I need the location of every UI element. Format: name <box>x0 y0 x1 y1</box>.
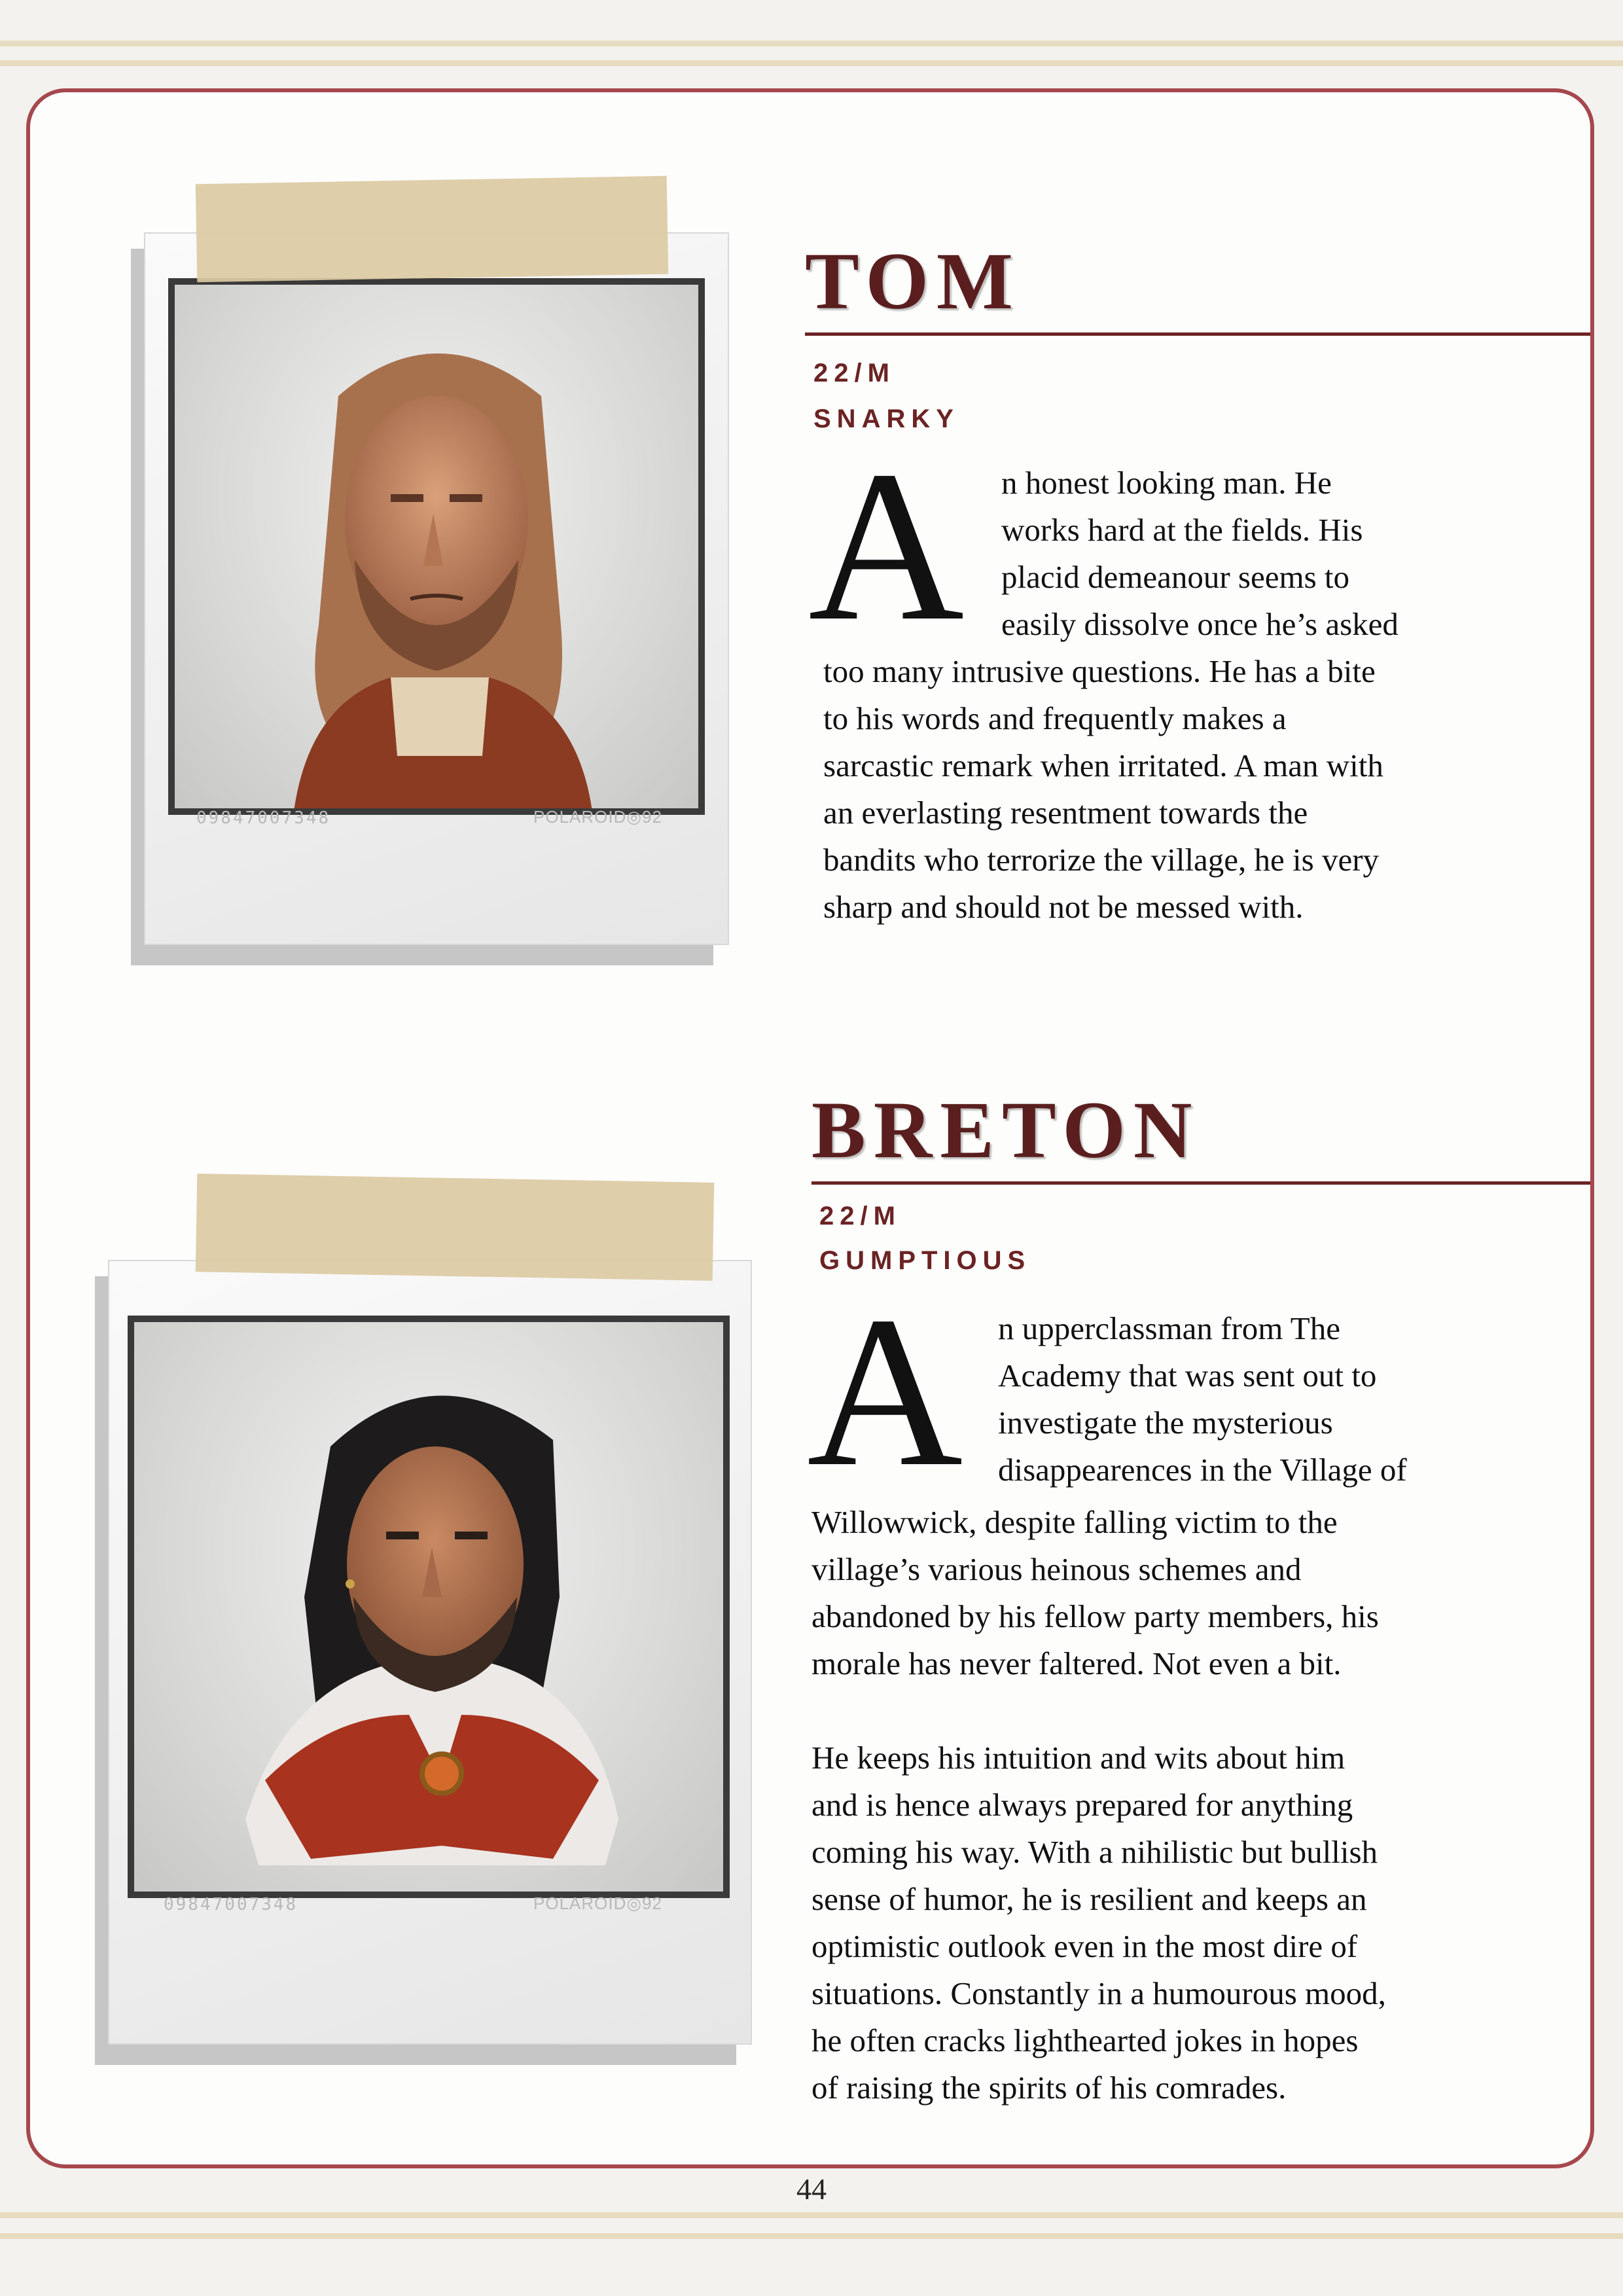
text-line: disappearences in the Village of <box>998 1452 1407 1488</box>
photo-serial: 09847007348 <box>164 1895 298 1914</box>
tape-strip <box>196 1174 714 1281</box>
top-stripe-1 <box>0 41 1623 46</box>
text-line: morale has never faltered. Not even a bit. <box>812 1645 1342 1681</box>
text-line: an everlasting resentment towards the <box>823 795 1308 831</box>
name-divider <box>805 332 1590 336</box>
text-line: coming his way. With a nihilistic but bullish <box>812 1834 1378 1870</box>
character-age-sex: 22/M <box>819 1202 901 1230</box>
photo-brand: POLAROID◎92 <box>533 807 662 827</box>
text-line: works hard at the fields. His <box>1001 512 1363 548</box>
portrait-polaroid-breton <box>98 1260 753 2065</box>
character-trait: SNARKY <box>813 404 959 433</box>
bottom-stripe-2 <box>0 2233 1623 2239</box>
text-line: too many intrusive questions. He has a bite <box>823 653 1376 689</box>
text-line: easily dissolve once he’s asked <box>1001 606 1399 642</box>
name-divider <box>812 1181 1590 1185</box>
text-line: of raising the spirits of his comrades. <box>812 2070 1287 2106</box>
page-number: 44 <box>796 2172 827 2206</box>
description-wrap <box>1001 459 1399 648</box>
photo-serial: 09847007348 <box>196 808 331 828</box>
text-line: abandoned by his fellow party members, his <box>812 1598 1379 1634</box>
drop-cap: A <box>808 427 965 666</box>
bottom-stripe-1 <box>0 2212 1623 2218</box>
tape-strip <box>196 176 669 283</box>
text-line: situations. Constantly in a humourous mood, <box>812 1975 1386 2011</box>
description-wrap <box>998 1305 1407 1494</box>
text-line: and is hence always prepared for anything <box>812 1787 1353 1823</box>
portrait-polaroid-tom <box>134 232 730 965</box>
text-line: optimistic outlook even in the most dire of <box>812 1928 1358 1964</box>
text-line: he often cracks lighthearted jokes in hopes <box>812 2022 1359 2058</box>
text-line: Willowwick, despite falling victim to the <box>812 1504 1338 1540</box>
drop-cap: A <box>807 1272 963 1511</box>
description-body-2 <box>812 1734 1386 2111</box>
description-body <box>812 1499 1379 1687</box>
text-line: He keeps his intuition and wits about him <box>812 1740 1346 1776</box>
description-body <box>823 648 1383 931</box>
text-line: village’s various heinous schemes and <box>812 1551 1302 1587</box>
text-line: placid demeanour seems to <box>1001 559 1350 595</box>
text-line: n upperclassman from The <box>998 1310 1340 1346</box>
photo-brand: POLAROID◎92 <box>533 1893 662 1913</box>
character-name: TOM <box>805 236 1021 326</box>
character-name: BRETON <box>812 1085 1200 1175</box>
portrait-photo-tom <box>168 278 705 815</box>
text-line: sharp and should not be messed with. <box>823 889 1304 925</box>
text-line: to his words and frequently makes a <box>823 700 1287 736</box>
text-line: Academy that was sent out to <box>998 1357 1377 1393</box>
man-portrait-illustration <box>175 285 698 808</box>
portrait-photo-breton <box>128 1316 730 1898</box>
man-portrait-illustration <box>134 1322 723 1892</box>
character-age-sex: 22/M <box>813 359 895 387</box>
top-stripe-2 <box>0 60 1623 66</box>
character-trait: GUMPTIOUS <box>819 1246 1031 1275</box>
text-line: sarcastic remark when irritated. A man with <box>823 747 1383 783</box>
text-line: investigate the mysterious <box>998 1405 1333 1441</box>
text-line: sense of humor, he is resilient and keeps an <box>812 1881 1367 1917</box>
text-line: n honest looking man. He <box>1001 465 1332 501</box>
text-line: bandits who terrorize the village, he is very <box>823 842 1380 878</box>
